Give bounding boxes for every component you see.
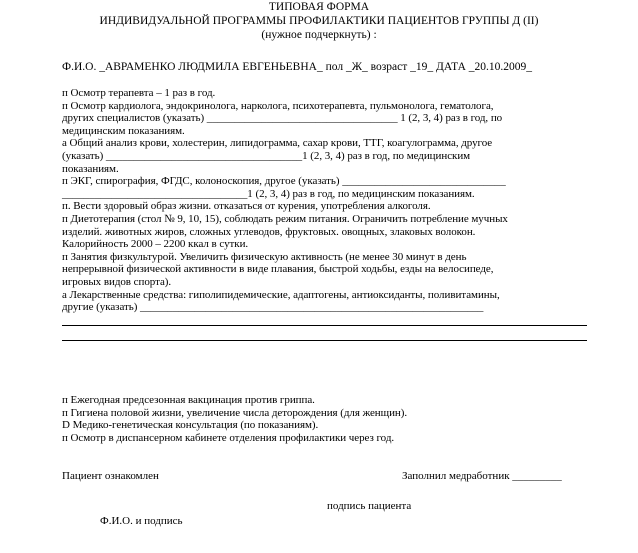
list-item-line: п ЭКГ, спирография, ФГДС, колоноскопия, другое (указать) ______________________________	[62, 175, 506, 188]
list-item-line: п. Вести здоровый образ жизни. отказаться от курения, употребления алкоголя.	[62, 200, 431, 213]
list-item	[62, 419, 590, 432]
patient-info-line: Ф.И.О. _АВРАМЕНКО ЛЮДМИЛА ЕВГЕНЬЕВНА_ пол _Ж_ возраст _19_ ДАТА _20.10.2009_	[62, 61, 533, 73]
list-item	[62, 289, 590, 314]
list-item-line: непрерывной физической активности в виде плавания, быстрой ходьбы, езды на велосипеде,	[62, 263, 494, 276]
list-item	[62, 432, 590, 445]
list-item-line: а Лекарственные средства: гиполипидемические, адаптогены, антиоксиданты, поливитамины,	[62, 288, 500, 301]
list-item-line: показаниям.	[62, 162, 119, 175]
form-type-title: ТИПОВАЯ ФОРМА	[268, 1, 370, 13]
list-item-line: п Осмотр в диспансерном кабинете отделения профилактики через год.	[62, 431, 395, 444]
form-instruction: (нужное подчеркнуть) :	[261, 29, 377, 41]
list-item-line: изделий. животных жиров, сложных углеводов, фруктовых. овощных, злаковых волокон.	[62, 225, 476, 238]
list-item-line: другие (указать) _______________________________________________________________	[62, 301, 484, 314]
additional-recommendation-list	[62, 394, 590, 444]
list-item-line: п Гигиена половой жизни, увеличение числа деторождения (для женщин).	[62, 406, 408, 419]
name-and-signature-label: Ф.И.О. и подпись	[100, 515, 183, 527]
list-item	[62, 137, 590, 175]
list-item	[62, 407, 590, 420]
list-item	[62, 100, 590, 138]
list-item-line: п Ежегодная предсезонная вакцинация против гриппа.	[62, 394, 315, 406]
list-item-line: п Осмотр кардиолога, эндокринолога, нарколога, психотерапевта, пульмонолога, гематолога,	[62, 99, 494, 112]
list-item-line: медицинским показаниям.	[62, 124, 185, 137]
blank-fill-line	[62, 328, 587, 341]
list-item-line: (указать) ____________________________________1 (2, 3, 4) раз в год, по медицинским	[62, 149, 471, 162]
list-item-line: других специалистов (указать) ___________________________________ 1 (2, 3, 4) раз в год, по	[62, 112, 503, 125]
patient-acknowledged-label: Пациент ознакомлен	[62, 470, 159, 482]
list-item-line: п Диетотерапия (стол № 9, 10, 15), соблюдать режим питания. Ограничить потребление мучных	[62, 212, 508, 225]
list-item	[62, 87, 590, 100]
patient-signature-label: подпись пациента	[327, 500, 412, 512]
list-item-line: п Занятия физкультурой. Увеличить физическую активность (не менее 30 минут в день	[62, 250, 467, 263]
list-item-line: а Общий анализ крови, холестерин, липидограмма, сахар крови, ТТГ, коагулограмма, другое	[62, 137, 493, 150]
list-item	[62, 175, 590, 200]
list-item	[62, 213, 590, 251]
list-item-line: п Осмотр терапевта – 1 раз в год.	[62, 87, 216, 99]
list-item	[62, 394, 590, 407]
list-item	[62, 200, 590, 213]
recommendation-list	[62, 87, 590, 343]
list-item-line: Калорийность 2000 – 2200 ккал в сутки.	[62, 238, 249, 251]
form-program-title: ИНДИВИДУАЛЬНОЙ ПРОГРАММЫ ПРОФИЛАКТИКИ ПАЦИЕНТОВ ГРУППЫ Д (II)	[99, 15, 539, 27]
list-item	[62, 251, 590, 289]
filled-by-medworker-label: Заполнил медработник _________	[402, 470, 562, 482]
blank-fill-line	[62, 314, 587, 327]
list-item-line: __________________________________1 (2, 3, 4) раз в год, по медицинским показаниям.	[62, 187, 475, 200]
list-item-line: D Медико-генетическая консультация (по показаниям).	[62, 419, 319, 432]
list-item-line: игровых видов спорта).	[62, 275, 172, 288]
